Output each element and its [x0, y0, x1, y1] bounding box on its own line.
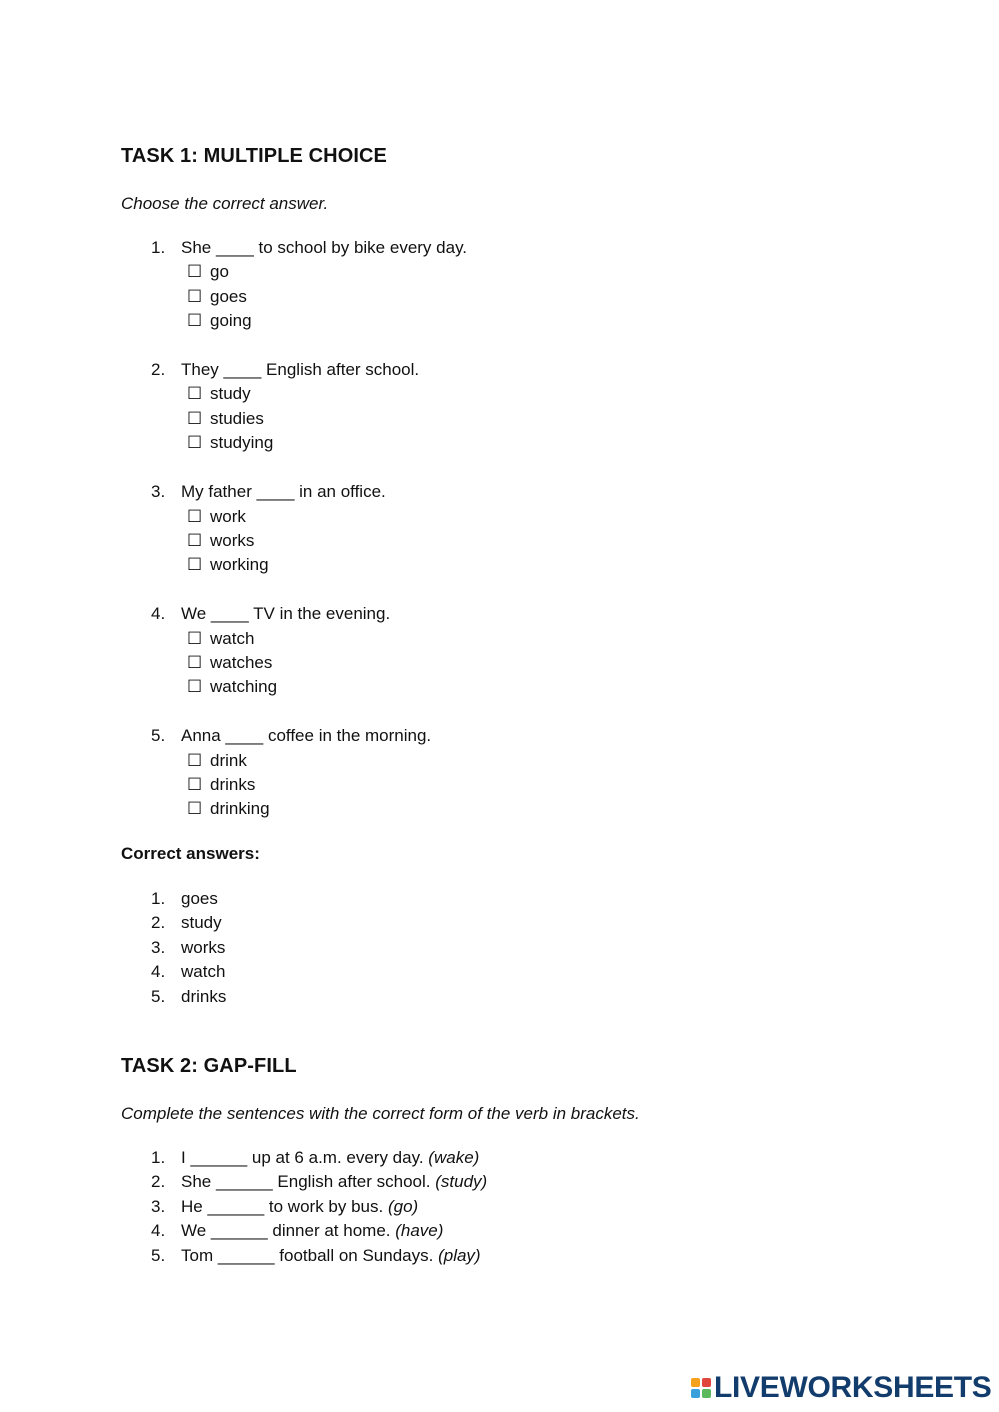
answer-text: study — [181, 913, 222, 933]
option-label: drinks — [210, 775, 256, 795]
answer-item — [121, 887, 821, 911]
answer-text: goes — [181, 889, 218, 908]
task1-instructions: Choose the correct answer. — [121, 194, 329, 213]
sentence-text: She ______ English after school. — [181, 1172, 431, 1192]
option-watch[interactable] — [121, 627, 821, 651]
question-text: They ____ English after school. — [181, 360, 420, 380]
checkbox-icon[interactable]: ☐ — [187, 311, 203, 331]
answer-item — [121, 936, 821, 960]
question-5 — [121, 724, 821, 822]
question-2 — [121, 358, 821, 456]
answer-item — [121, 985, 821, 1009]
answer-number: 5. — [151, 986, 166, 1006]
question-3 — [121, 480, 821, 578]
gap-fill-sentence — [121, 1219, 821, 1243]
answers-heading: Correct answers: — [121, 844, 260, 863]
logo-blocks-icon — [691, 1378, 711, 1398]
question-4 — [121, 602, 821, 700]
option-drink[interactable] — [121, 749, 821, 773]
task1-title: TASK 1: MULTIPLE CHOICE — [121, 145, 388, 167]
option-label: studies — [210, 408, 264, 428]
verb-hint: (play) — [438, 1245, 481, 1265]
verb-hint: (go) — [387, 1196, 419, 1216]
sentence-number: 4. — [151, 1221, 166, 1241]
sentence-text: He ______ to work by bus. — [181, 1196, 384, 1216]
answer-text: works — [181, 937, 226, 957]
answer-number: 4. — [151, 962, 166, 982]
answer-text: watch — [181, 962, 226, 982]
answers-list — [121, 887, 821, 1009]
logo-block — [702, 1378, 711, 1387]
task2-instructions: Complete the sentences with the correct form of the verb in brackets. — [121, 1104, 640, 1123]
option-watches[interactable] — [121, 651, 821, 675]
answer-item — [121, 911, 821, 935]
option-drinking[interactable] — [121, 797, 821, 821]
checkbox-icon[interactable]: ☐ — [187, 286, 203, 306]
checkbox-icon[interactable]: ☐ — [187, 530, 203, 550]
question-text: She ____ to school by bike every day. — [181, 238, 468, 257]
option-work[interactable] — [121, 505, 821, 529]
task1-question-list — [121, 236, 821, 846]
answer-text: drinks — [181, 986, 227, 1006]
option-watching[interactable] — [121, 675, 821, 699]
checkbox-icon[interactable]: ☐ — [187, 775, 203, 795]
option-label: watches — [210, 652, 273, 672]
verb-hint: (wake) — [428, 1148, 480, 1167]
option-drinks[interactable] — [121, 773, 821, 797]
answer-number: 2. — [151, 913, 166, 933]
option-label: studying — [210, 433, 274, 453]
sentence-number: 5. — [151, 1245, 166, 1265]
checkbox-icon[interactable]: ☐ — [187, 384, 203, 404]
logo-text: LIVEWORKSHEETS — [714, 1371, 992, 1404]
checkbox-icon[interactable]: ☐ — [187, 799, 203, 819]
gap-fill-sentence — [121, 1170, 821, 1194]
answer-number: 1. — [151, 889, 166, 908]
option-studies[interactable] — [121, 407, 821, 431]
logo-block — [702, 1389, 711, 1398]
option-label: drinking — [210, 799, 270, 819]
question-text: My father ____ in an office. — [181, 482, 386, 502]
option-goes[interactable] — [121, 285, 821, 309]
option-working[interactable] — [121, 553, 821, 577]
option-label: drink — [210, 750, 247, 770]
checkbox-icon[interactable]: ☐ — [187, 555, 203, 575]
answer-number: 3. — [151, 937, 166, 957]
option-label: watch — [210, 628, 255, 648]
sentence-text: I ______ up at 6 a.m. every day. — [181, 1148, 424, 1167]
question-text: Anna ____ coffee in the morning. — [181, 726, 432, 746]
option-label: work — [210, 506, 246, 526]
checkbox-icon[interactable]: ☐ — [187, 677, 203, 697]
question-number: 5. — [151, 726, 166, 746]
sentence-text: We ______ dinner at home. — [181, 1221, 391, 1241]
question-text: We ____ TV in the evening. — [181, 604, 391, 624]
option-go[interactable] — [121, 260, 821, 284]
verb-hint: (have) — [395, 1221, 444, 1241]
option-label: going — [210, 311, 252, 331]
gap-fill-sentence — [121, 1195, 821, 1219]
liveworksheets-logo — [691, 1372, 992, 1404]
sentence-number: 1. — [151, 1148, 166, 1167]
question-number: 2. — [151, 360, 166, 380]
sentence-number: 2. — [151, 1172, 166, 1192]
task2-title: TASK 2: GAP-FILL — [121, 1055, 297, 1077]
question-number: 3. — [151, 482, 166, 502]
option-works[interactable] — [121, 529, 821, 553]
verb-hint: (study) — [435, 1172, 488, 1192]
checkbox-icon[interactable]: ☐ — [187, 628, 203, 648]
gap-fill-sentence — [121, 1244, 821, 1268]
checkbox-icon[interactable]: ☐ — [187, 262, 203, 282]
option-going[interactable] — [121, 309, 821, 333]
logo-block — [691, 1378, 700, 1387]
option-label: go — [210, 262, 229, 282]
gap-fill-list — [121, 1146, 821, 1268]
checkbox-icon[interactable]: ☐ — [187, 750, 203, 770]
option-label: goes — [210, 286, 247, 306]
checkbox-icon[interactable]: ☐ — [187, 408, 203, 428]
question-1 — [121, 236, 821, 334]
question-number: 4. — [151, 604, 166, 624]
checkbox-icon[interactable]: ☐ — [187, 652, 203, 672]
checkbox-icon[interactable]: ☐ — [187, 433, 203, 453]
option-label: works — [210, 530, 255, 550]
option-label: working — [210, 555, 269, 575]
question-number: 1. — [151, 238, 166, 257]
logo-block — [691, 1389, 700, 1398]
answer-item — [121, 960, 821, 984]
option-label: study — [210, 384, 251, 404]
option-studying[interactable] — [121, 431, 821, 455]
gap-fill-sentence — [121, 1146, 821, 1170]
option-study[interactable] — [121, 382, 821, 406]
sentence-text: Tom ______ football on Sundays. — [181, 1245, 434, 1265]
sentence-number: 3. — [151, 1196, 166, 1216]
option-label: watching — [210, 677, 278, 697]
checkbox-icon[interactable]: ☐ — [187, 506, 203, 526]
